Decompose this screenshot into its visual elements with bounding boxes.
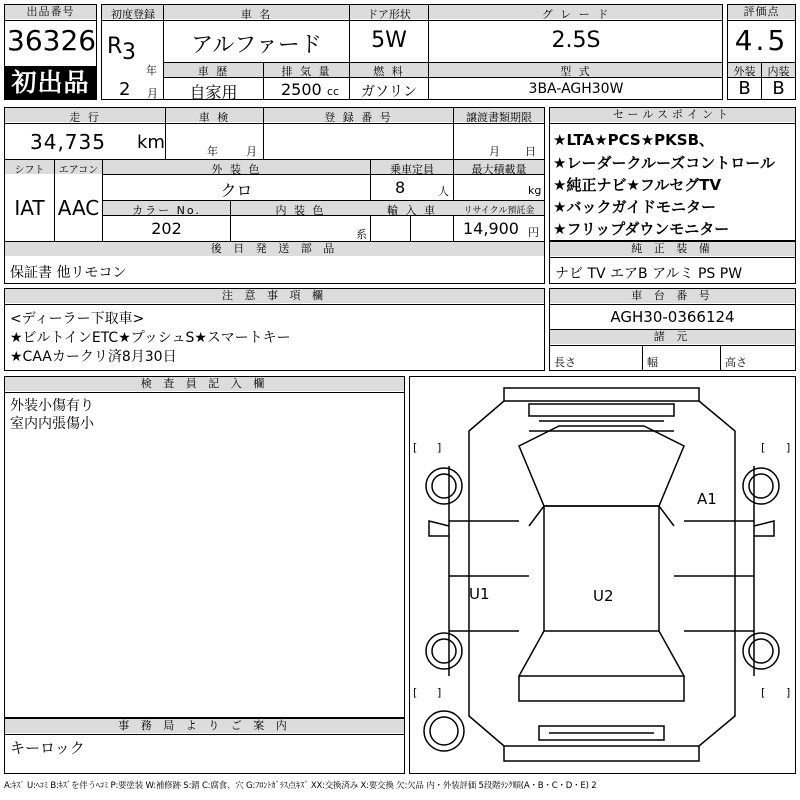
shift-value: IAT — [14, 196, 45, 220]
displacement-value: 2500 — [281, 80, 322, 99]
specs-width-label: 幅 — [647, 356, 658, 369]
svg-text:]: ] — [786, 686, 791, 699]
interior-color-unit: 系 — [356, 228, 367, 241]
max-load-unit: kg — [528, 184, 542, 197]
inspection-month-unit: 月 — [246, 145, 257, 158]
inspection-year-unit: 年 — [207, 145, 218, 158]
notes-line-2: ★ビルトインETC★プッシュS★スマートキー — [10, 330, 291, 346]
later-parts-label: 後 日 発 送 部 品 — [5, 242, 544, 256]
first-listing-badge: 初出品 — [5, 66, 96, 99]
inspection-label: 車 検 — [198, 111, 231, 124]
svg-text:[: [ — [413, 686, 418, 699]
first-reg-year-unit: 年 — [146, 64, 157, 77]
capacity-value: 8 — [395, 178, 406, 197]
inspector-line-1: 外装小傷有り — [10, 398, 94, 414]
notes-line-1: <ディーラー下取車> — [10, 311, 145, 327]
car-name-value: アルファード — [191, 33, 322, 58]
grade-label: グ レ ー ド — [541, 8, 611, 21]
transfer-label: 譲渡書類期限 — [466, 111, 532, 124]
svg-text:[: [ — [761, 441, 766, 454]
damage-mark-a1: A1 — [697, 490, 717, 508]
genuine-equipment-value: ナビ TV エアB アルミ PS PW — [555, 266, 743, 282]
damage-mark-u2: U2 — [593, 587, 614, 605]
car-name-label: 車 名 — [240, 8, 273, 21]
model-code-value: 3BA-AGH30W — [528, 81, 624, 97]
history-label: 車 歴 — [197, 65, 230, 78]
exterior-color-label: 外 装 色 — [211, 163, 262, 176]
transfer-month-unit: 月 — [489, 145, 500, 158]
first-reg-month-unit: 月 — [147, 87, 158, 100]
genuine-equipment-label: 純 正 装 備 — [550, 242, 795, 256]
lot-label: 出品番号 — [5, 5, 96, 19]
first-reg-era: R — [107, 34, 123, 59]
shift-label: シフト — [14, 165, 45, 176]
mileage-unit: km — [137, 132, 165, 153]
sales-point-2: ★レーダークルーズコントロール — [553, 154, 775, 172]
first-reg-label: 初度登録 — [111, 8, 155, 21]
legend-text: A:ｷｽﾞ U:ﾍｺﾐ B:ｷｽﾞを伴うﾍｺﾐ P:要塗装 W:補修跡 S:錆 C:腐食、穴 G:ﾌﾛﾝﾄｶﾞﾗｽ点ｷｽﾞ XX:交換済み X:要交換 欠:欠品 内・外装評価 5段階ﾗﾝｸ順(A・B・C・D・E) 2 — [4, 781, 597, 791]
svg-text:[: [ — [761, 686, 766, 699]
aircon-value: AAC — [57, 196, 100, 220]
inspector-label: 検 査 員 記 入 欄 — [5, 377, 404, 391]
door-value: 5W — [371, 28, 407, 53]
color-no-label: カラー No. — [132, 204, 201, 217]
recycle-value: 14,900 — [463, 219, 519, 238]
office-label: 事 務 局 よ り ご 案 内 — [5, 719, 404, 733]
max-load-label: 最大積載量 — [471, 163, 527, 176]
interior-score-label: 内装 — [767, 65, 790, 78]
chassis-label: 車 台 番 号 — [550, 289, 795, 303]
interior-color-label: 内 装 色 — [275, 204, 326, 217]
mileage-label: 走 行 — [69, 111, 101, 124]
notes-line-3: ★CAAカークリ済8月30日 — [10, 349, 177, 365]
specs-label: 諸 元 — [550, 330, 795, 344]
specs-height-label: 高さ — [725, 356, 747, 369]
mileage-value: 34,735 — [30, 130, 106, 154]
sales-point-4: ★バックガイドモニター — [553, 198, 716, 216]
score-value: 4.5 — [734, 24, 789, 57]
recycle-unit: 円 — [528, 226, 539, 239]
svg-text:]: ] — [437, 441, 442, 454]
fuel-value: ガソリン — [361, 84, 417, 100]
first-reg-month: 2 — [119, 79, 131, 100]
displacement-unit: cc — [327, 85, 340, 98]
later-parts-value: 保証書 他リモコン — [10, 265, 127, 281]
svg-text:]: ] — [786, 441, 791, 454]
damage-mark-u1: U1 — [469, 585, 490, 603]
fuel-label: 燃 料 — [373, 65, 405, 78]
interior-score: B — [772, 78, 785, 99]
notes-label: 注 意 事 項 欄 — [5, 289, 544, 303]
transfer-day-unit: 日 — [525, 145, 536, 158]
color-no-value: 202 — [151, 219, 182, 238]
sales-point-1: ★LTA★PCS★PKSB、 — [553, 131, 715, 149]
bracket-left-top: [ — [413, 441, 418, 454]
displacement-label: 排 気 量 — [281, 65, 332, 78]
sales-point-3: ★純正ナビ★フルセグTV — [553, 176, 722, 194]
inspector-line-2: 室内内張傷小 — [10, 416, 94, 432]
history-value: 自家用 — [189, 83, 238, 102]
office-value: キーロック — [10, 739, 85, 757]
svg-text:]: ] — [437, 686, 442, 699]
lot-number: 36326 — [7, 24, 97, 57]
capacity-unit: 人 — [438, 185, 449, 198]
capacity-label: 乗車定員 — [390, 163, 434, 176]
import-label: 輸 入 車 — [387, 204, 437, 217]
model-code-label: 型 式 — [560, 65, 592, 78]
exterior-color-value: クロ — [220, 181, 253, 200]
score-label: 評価点 — [728, 5, 795, 19]
sales-point-5: ★フリップダウンモニター — [553, 220, 730, 238]
door-label: ドア形状 — [367, 8, 411, 21]
sales-points-label: セールスポイント — [550, 108, 795, 122]
specs-length-label: 長さ — [554, 356, 576, 369]
first-reg-year: 3 — [122, 40, 136, 65]
car-diagram — [409, 376, 796, 774]
aircon-label: エアコン — [58, 165, 99, 176]
recycle-label: リサイクル預託金 — [463, 206, 535, 216]
exterior-score-label: 外装 — [733, 65, 756, 78]
exterior-score: B — [738, 78, 751, 99]
registration-label: 登 録 番 号 — [324, 111, 393, 124]
chassis-value: AGH30-0366124 — [610, 308, 735, 326]
grade-value: 2.5S — [551, 28, 601, 53]
